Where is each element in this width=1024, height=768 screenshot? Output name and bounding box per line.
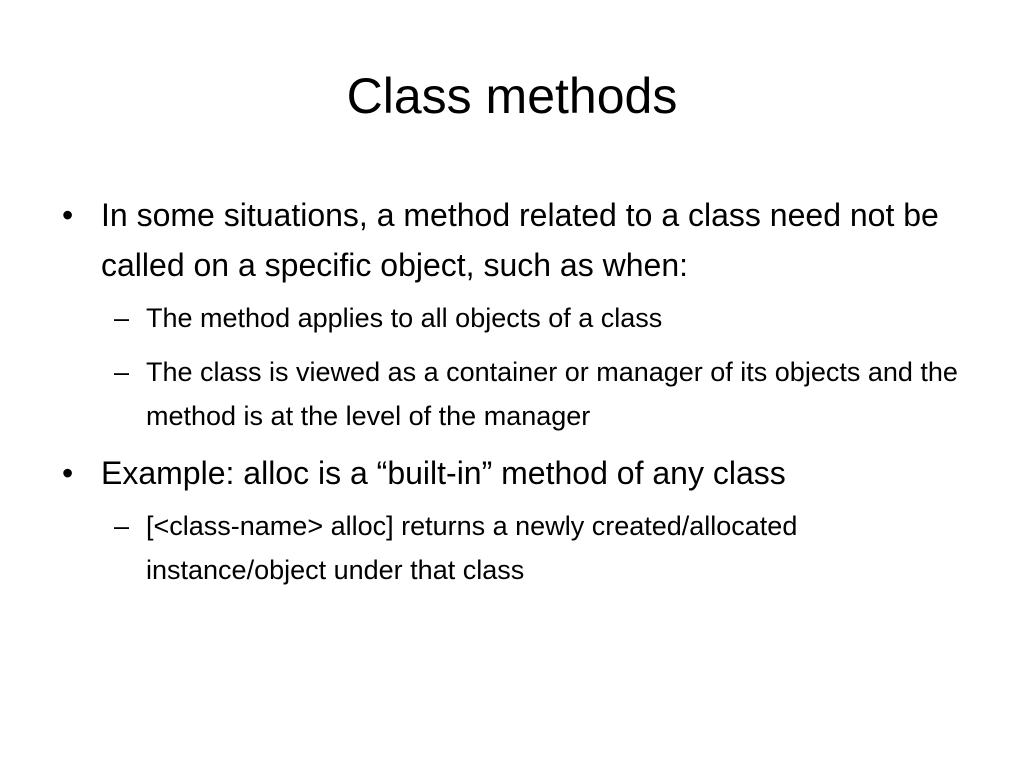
bullet-item [62, 190, 962, 290]
bullet-icon: • [62, 455, 74, 491]
sub-bullet-item [62, 350, 962, 438]
sub-bullet-item [62, 296, 962, 340]
slide-title: Class methods [346, 68, 678, 124]
dash-icon: – [114, 511, 130, 541]
bullet-item [62, 448, 962, 498]
sub-bullet-text: The method applies to all objects of a class [146, 303, 663, 333]
bullet-icon: • [62, 197, 74, 233]
sub-bullet-text: [<class-name> alloc] returns a newly created/allocated instance/object under that class [146, 511, 798, 585]
dash-icon: – [114, 303, 130, 333]
bullet-text: In some situations, a method related to a class need not be called on a specific object, such as when: [101, 197, 939, 283]
sub-bullet-text: The class is viewed as a container or manager of its objects and the method is at the level of the manager [146, 357, 958, 431]
sub-bullet-item [62, 504, 962, 592]
dash-icon: – [114, 357, 130, 387]
bullet-text: Example: alloc is a “built-in” method of any class [101, 455, 786, 491]
slide-body [62, 190, 962, 602]
